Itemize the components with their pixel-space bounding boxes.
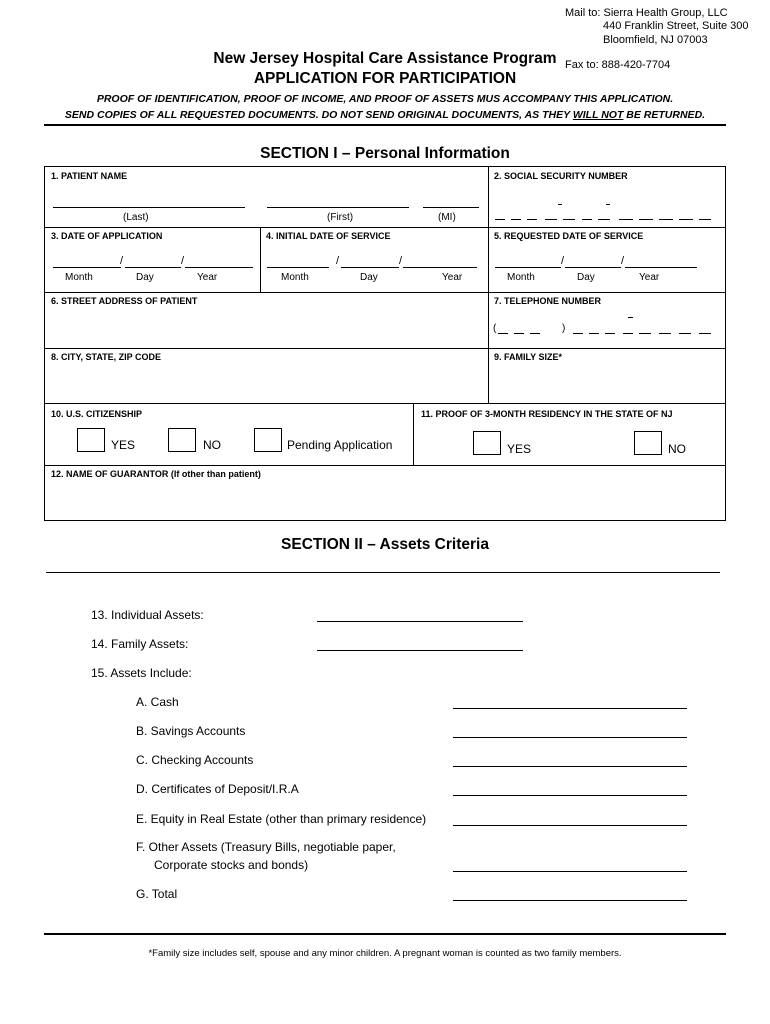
cash-label: A. Cash bbox=[136, 695, 179, 709]
residency-yes-checkbox[interactable] bbox=[473, 431, 501, 455]
mail-city-line: Bloomfield, NJ 07003 bbox=[603, 34, 708, 46]
family-size-field[interactable] bbox=[494, 365, 719, 399]
day-caption: Day bbox=[136, 272, 154, 283]
city-state-zip-field[interactable] bbox=[51, 365, 481, 399]
other-assets-label: F. Other Assets (Treasury Bills, negotiable paper, bbox=[136, 840, 396, 854]
mail-address-line: 440 Franklin Street, Suite 300 bbox=[603, 20, 749, 32]
grid-line bbox=[488, 167, 489, 403]
year-caption: Year bbox=[197, 272, 218, 283]
program-title: New Jersey Hospital Care Assistance Program bbox=[213, 50, 557, 67]
other-assets-label-cont: Corporate stocks and bonds) bbox=[154, 858, 309, 872]
first-caption: (First) bbox=[327, 212, 354, 223]
grid-line bbox=[45, 403, 725, 404]
grid-line bbox=[45, 292, 725, 293]
guarantor-field[interactable] bbox=[51, 483, 719, 515]
initial-service-date-label: 4. INITIAL DATE OF SERVICE bbox=[266, 231, 391, 241]
savings-field[interactable] bbox=[453, 737, 687, 738]
citizenship-no-label: NO bbox=[203, 438, 221, 452]
checking-label: C. Checking Accounts bbox=[136, 753, 254, 767]
grid-line bbox=[413, 403, 414, 465]
last-name-field[interactable] bbox=[53, 207, 245, 208]
grid-line bbox=[45, 348, 725, 349]
ssn-label: 2. SOCIAL SECURITY NUMBER bbox=[494, 171, 628, 181]
telephone-label: 7. TELEPHONE NUMBER bbox=[494, 296, 602, 306]
month-caption: Month bbox=[507, 272, 535, 283]
month-caption: Month bbox=[281, 272, 309, 283]
day-caption: Day bbox=[360, 272, 378, 283]
citizenship-no-checkbox[interactable] bbox=[168, 428, 196, 452]
year-caption: Year bbox=[442, 272, 463, 283]
notice-line-2: SEND COPIES OF ALL REQUESTED DOCUMENTS. DO NOT SEND ORIGINAL DOCUMENTS, AS THEY WILL NOT BE RETURNED. bbox=[64, 109, 706, 121]
patient-name-label: 1. PATIENT NAME bbox=[51, 171, 128, 181]
citizenship-yes-checkbox[interactable] bbox=[77, 428, 105, 452]
section-2-title: SECTION II – Assets Criteria bbox=[281, 536, 489, 553]
guarantor-label: 12. NAME OF GUARANTOR (If other than patient) bbox=[51, 469, 261, 479]
residency-label: 11. PROOF OF 3-MONTH RESIDENCY IN THE STATE OF NJ bbox=[421, 409, 673, 419]
cash-field[interactable] bbox=[453, 708, 687, 709]
day-caption: Day bbox=[577, 272, 595, 283]
personal-info-form: 1. PATIENT NAME (Last) (First) (MI) 2. SOCIAL SECURITY NUMBER 3. DATE OF APPLICATION / / Month Day Year 4. INITIAL DATE OF SERVICE / / Month Day Year 5. REQUESTED DATE OF SERVICE / / Month Day Year 6. STREET ADDRESS OF PATIENT 7. TELEPHONE NUMBER ( ) 8. CITY, STATE, ZIP CODE 9. FAMILY SIZE* 10. U.S. CITIZENSHIP YES NO Pending Application 11. PROOF OF 3-MONTH RESIDENCY IN THE STATE OF NJ YES NO 12. NAME OF GUARANTOR (If other than patient) bbox=[44, 166, 726, 521]
middle-initial-field[interactable] bbox=[423, 207, 479, 208]
year-caption: Year bbox=[639, 272, 660, 283]
section-1-title: SECTION I – Personal Information bbox=[260, 145, 510, 162]
street-address-label: 6. STREET ADDRESS OF PATIENT bbox=[51, 296, 198, 306]
individual-assets-label: 13. Individual Assets: bbox=[91, 608, 204, 622]
citizenship-pending-label: Pending Application bbox=[287, 438, 393, 452]
residency-yes-label: YES bbox=[507, 442, 532, 456]
total-label: G. Total bbox=[136, 887, 178, 901]
fax-line: Fax to: 888-420-7704 bbox=[565, 59, 671, 71]
mail-to-line: Mail to: Sierra Health Group, LLC bbox=[565, 7, 728, 19]
individual-assets-field[interactable] bbox=[317, 621, 523, 622]
grid-line bbox=[260, 227, 261, 292]
assets-include-label: 15. Assets Include: bbox=[91, 666, 192, 680]
total-field[interactable] bbox=[453, 900, 687, 901]
footer-divider bbox=[44, 933, 726, 935]
citizenship-pending-checkbox[interactable] bbox=[254, 428, 282, 452]
checking-field[interactable] bbox=[453, 766, 687, 767]
residency-no-label: NO bbox=[668, 442, 686, 456]
grid-line bbox=[45, 465, 725, 466]
requested-service-date-label: 5. REQUESTED DATE OF SERVICE bbox=[494, 231, 644, 241]
family-size-footnote: *Family size includes self, spouse and any minor children. A pregnant woman is counted as two family members. bbox=[148, 948, 622, 959]
certificates-field[interactable] bbox=[453, 795, 687, 796]
header-divider bbox=[44, 124, 726, 126]
real-estate-label: E. Equity in Real Estate (other than primary residence) bbox=[136, 812, 427, 826]
mi-caption: (MI) bbox=[438, 212, 456, 223]
certificates-label: D. Certificates of Deposit/I.R.A bbox=[136, 782, 299, 796]
section-2-divider bbox=[46, 572, 720, 573]
grid-line bbox=[45, 227, 725, 228]
last-caption: (Last) bbox=[123, 212, 149, 223]
real-estate-field[interactable] bbox=[453, 825, 687, 826]
residency-no-checkbox[interactable] bbox=[634, 431, 662, 455]
first-name-field[interactable] bbox=[267, 207, 409, 208]
application-date-label: 3. DATE OF APPLICATION bbox=[51, 231, 163, 241]
application-title: APPLICATION FOR PARTICIPATION bbox=[253, 70, 517, 87]
other-assets-field[interactable] bbox=[453, 871, 687, 872]
family-assets-label: 14. Family Assets: bbox=[91, 637, 189, 651]
family-size-label: 9. FAMILY SIZE* bbox=[494, 352, 563, 362]
citizenship-label: 10. U.S. CITIZENSHIP bbox=[51, 409, 143, 419]
notice-line-1: PROOF OF IDENTIFICATION, PROOF OF INCOME, AND PROOF OF ASSETS MUS ACCOMPANY THIS APPLICATION. bbox=[96, 93, 674, 105]
city-state-zip-label: 8. CITY, STATE, ZIP CODE bbox=[51, 352, 162, 362]
savings-label: B. Savings Accounts bbox=[136, 724, 246, 738]
citizenship-yes-label: YES bbox=[111, 438, 136, 452]
family-assets-field[interactable] bbox=[317, 650, 523, 651]
month-caption: Month bbox=[65, 272, 93, 283]
street-address-field[interactable] bbox=[51, 309, 481, 345]
